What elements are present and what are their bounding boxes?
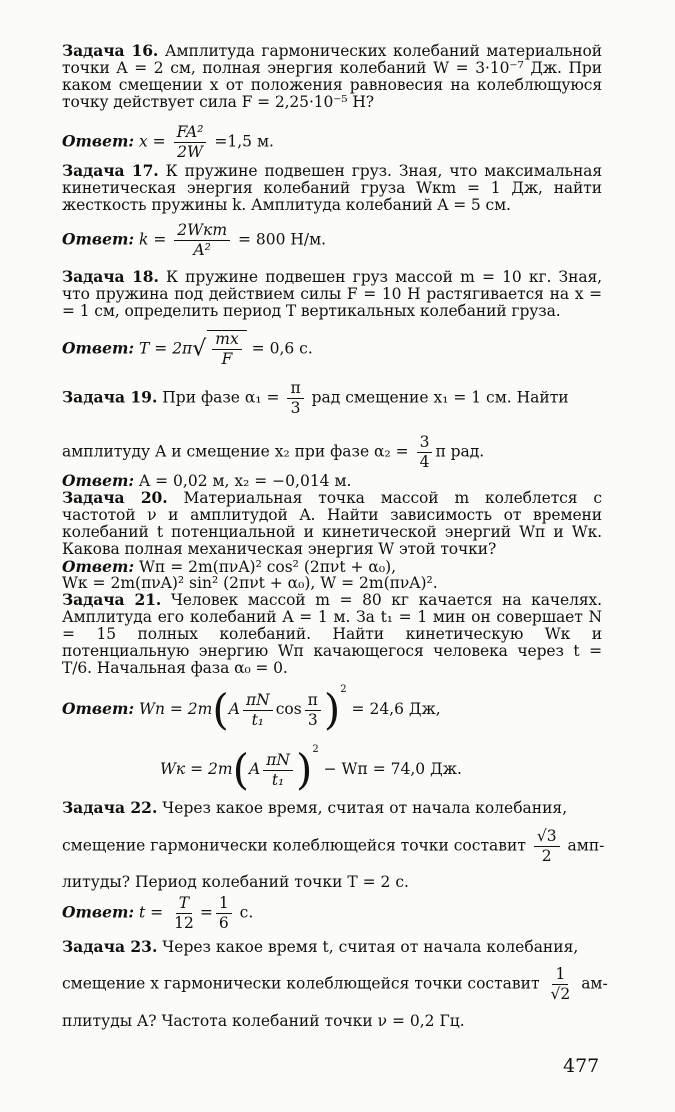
problem-18-heading: Задача 18.	[62, 267, 159, 286]
problem-20-answer-1: Ответ: Wп = 2m(πνA)² cos² (2πνt + α₀),	[62, 557, 397, 576]
problem-19-heading: Задача 19.	[62, 387, 158, 407]
problem-20-text: Задача 20. Материальная точка массой m колеблется с частотой ν и амплитудой A. Найти зависимость от времени колебаний t потенциальной и кинетической энергий Wп и Wк. Какова полная механическая энергия W этой точки?	[62, 488, 602, 558]
problem-17-heading: Задача 17.	[62, 161, 159, 180]
fraction: $\frac{√3}{2}$	[534, 828, 560, 865]
problem-23-line2: смещение x гармонически колеблющейся точки составит $\frac{1}{√2}$ ам-	[62, 965, 608, 1003]
fraction: $\frac{\pi N}{\text{t₁}}$	[243, 692, 273, 729]
fraction: $\frac{\pi N}{\text{t₁}}$	[263, 752, 293, 789]
problem-17-text: Задача 17. К пружине подвешен груз. Зная, что максимальная кинетическая энергия колебаний груза Wкm = 1 Дж, найти жесткость пружины k. Амплитуда колебаний A = 5 см.	[62, 161, 602, 214]
problem-20-answer-2: Wк = 2m(πνA)² sin² (2πνt + α₀), W = 2m(πνA)².	[62, 574, 438, 592]
problem-19-answer: Ответ: A = 0,02 м, x₂ = −0,014 м.	[62, 471, 352, 490]
problem-22-line1: Задача 22. Через какое время, считая от начала колебания,	[62, 798, 568, 817]
fraction: $\frac{mx}{F}$	[212, 331, 241, 368]
fraction: $\frac{1}{6}$	[216, 895, 232, 932]
problem-23-line1: Задача 23. Через какое время t, считая от начала колебания,	[62, 937, 579, 956]
fraction: $\frac{\pi}{3}$	[305, 692, 321, 729]
problem-17-answer: Ответ: k = $\frac{\text{2Wкm}}{\text{A²}}$ = 800 Н/м.	[62, 221, 327, 259]
problem-16-answer: Ответ: x = $\frac{\text{FA²}}{2W}$ =1,5 м.	[62, 123, 274, 161]
problem-19-line2: амплитуду A и смещение x₂ при фазе α₂ = $\frac{3}{4}$ π рад.	[62, 433, 485, 471]
problem-21-text: Задача 21. Человек массой m = 80 кг качается на качелях. Амплитуда его колебаний A = 1 м. За t₁ = 1 мин он совершает N = 15 полных колебаний. Найти кинетическую Wк и потенциальную энергию Wп качающегося человека через t = T/6. Начальная фаза α₀ = 0.	[62, 590, 602, 677]
fraction: $\frac{T}{12}$	[174, 894, 194, 932]
problem-22-line2: смещение гармонически колеблющейся точки составит $\frac{√3}{2}$ амп-	[62, 827, 605, 865]
problem-19-line1: Задача 19. При фазе α₁ = $\frac{\pi}{3}$ рад смещение x₁ = 1 см. Найти	[62, 379, 569, 417]
fraction: $\frac{\text{FA²}}{2W}$	[174, 124, 207, 161]
problem-18-text: Задача 18. К пружине подвешен груз массой m = 10 кг. Зная, что пружина под действием силы F = 10 Н растягивается на x = = 1 см, определить период T вертикальных колебаний груза.	[62, 267, 602, 320]
fraction: $\frac{\pi}{3}$	[287, 380, 303, 417]
problem-23-line3: плитуды A? Частота колебаний точки ν = 0,2 Гц.	[62, 1012, 465, 1030]
problem-20-heading: Задача 20.	[62, 488, 168, 507]
problem-22-heading: Задача 22.	[62, 798, 158, 817]
problem-21-answer-2: Wк = 2m(A $\frac{\pi N}{\text{t₁}}$ )$^2$ − Wп = 74,0 Дж.	[160, 744, 462, 794]
fraction: $\frac{1}{√2}$	[550, 965, 571, 1003]
problem-18-answer: Ответ: T = 2π√ $\frac{mx}{F}$ = 0,6 с.	[62, 330, 313, 368]
problem-22-line3: литуды? Период колебаний точки T = 2 с.	[62, 873, 409, 891]
problem-21-answer-1: Ответ: Wп = 2m(A $\frac{\pi N}{\text{t₁}}$ cos $\frac{\pi}{3}$ )$^2$ = 24,6 Дж,	[62, 684, 441, 734]
fraction: $\frac{3}{4}$	[417, 434, 433, 471]
problem-22-answer: Ответ: t = $\frac{T}{12}$ = $\frac{1}{6}$ с.	[62, 894, 254, 932]
problem-16-text: Задача 16. Амплитуда гармонических колебаний материальной точки A = 2 см, полная энергия колебаний W = 3·10⁻⁷ Дж. При каком смещении x от положения равновесия на колеблющуюся точку действует сила F = 2,25·10⁻⁵ Н?	[62, 41, 602, 111]
problem-16-heading: Задача 16.	[62, 41, 159, 60]
problem-23-heading: Задача 23.	[62, 937, 158, 956]
sqrt-sign: √	[192, 336, 207, 362]
page-number: 477	[563, 1055, 600, 1077]
fraction: $\frac{\text{2Wкm}}{\text{A²}}$	[174, 222, 230, 259]
problem-21-heading: Задача 21.	[62, 590, 162, 609]
